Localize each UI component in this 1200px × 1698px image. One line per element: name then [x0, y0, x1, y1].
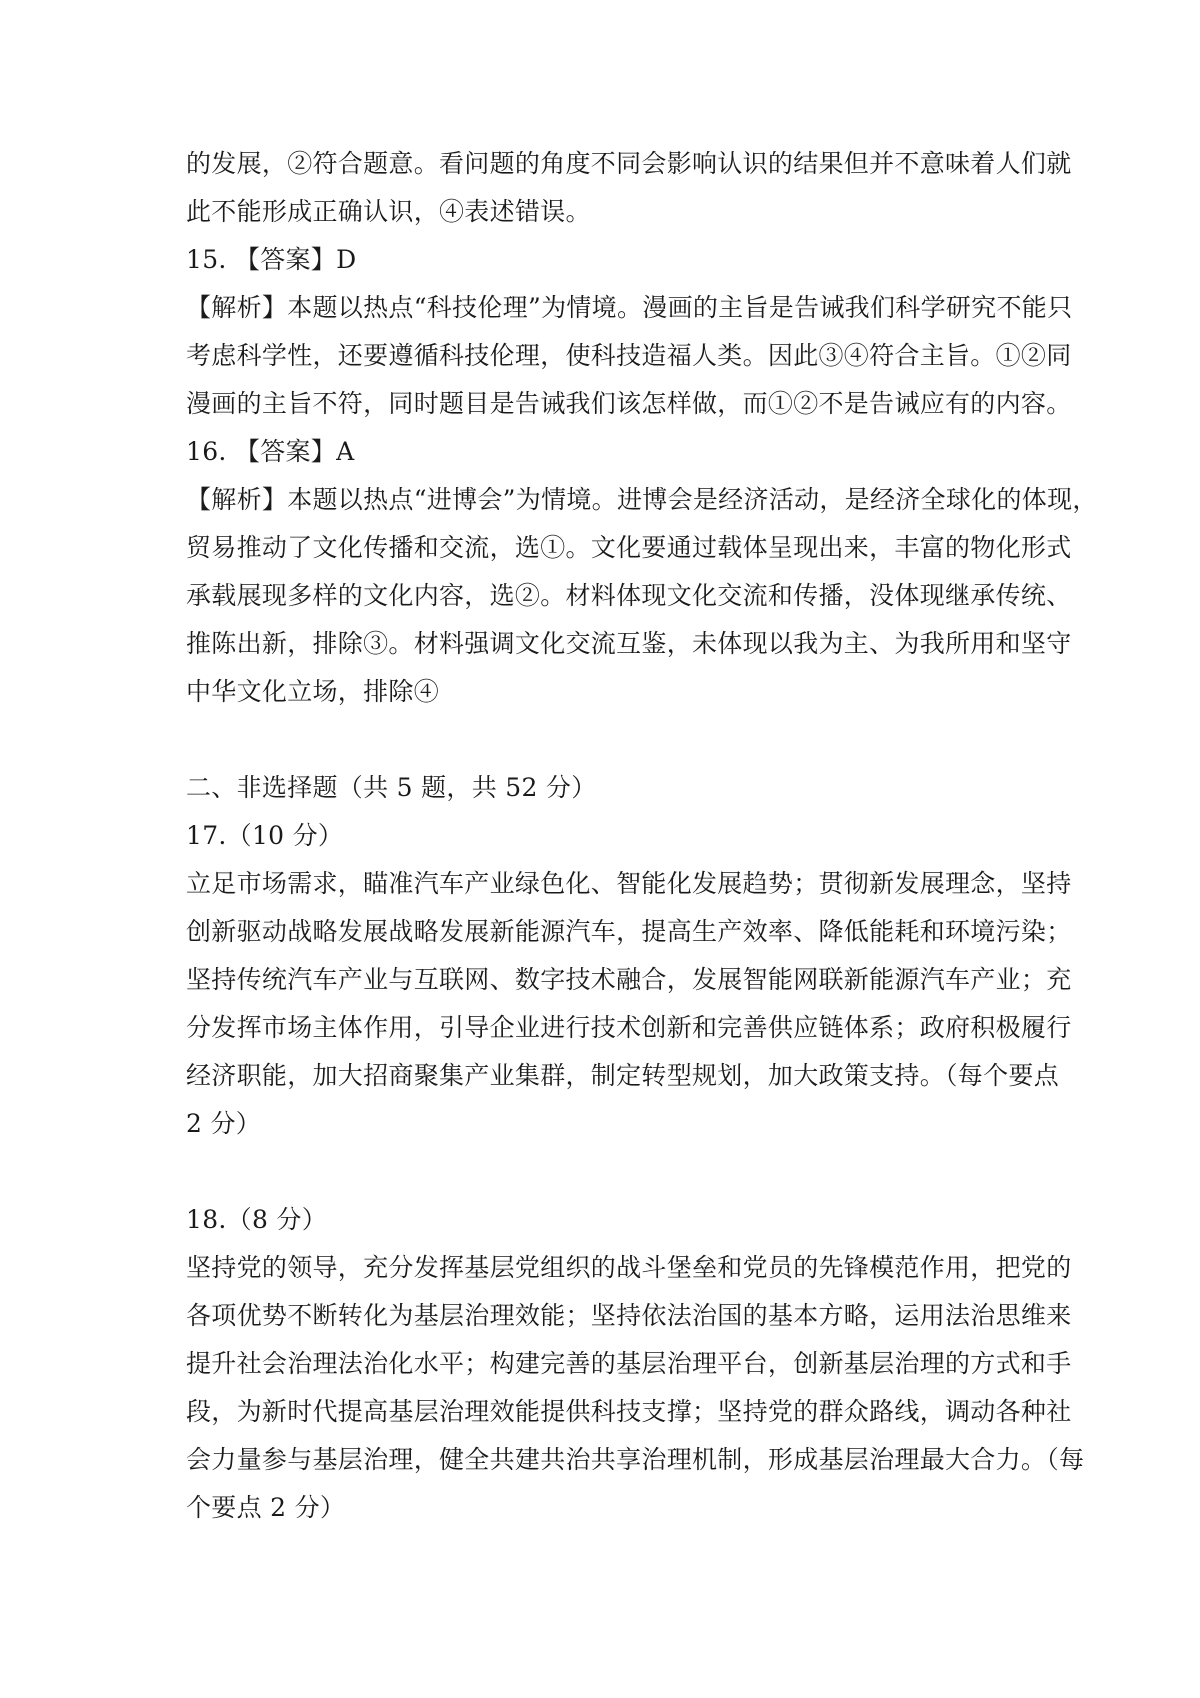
q18-line-6: 个要点 2 分） [186, 1493, 346, 1522]
q17-line-5: 经济职能，加大招商聚集产业集群，制定转型规划，加大政策支持。（每个要点 [186, 1061, 1060, 1090]
q16-analysis-line-3: 承载展现多样的文化内容，选②。材料体现文化交流和传播，没体现继承传统、 [186, 581, 1072, 610]
q17-header: 17.（10 分） [186, 821, 344, 850]
continuation-line-1: 的发展，②符合题意。看问题的角度不同会影响认识的结果但并不意味着人们就 [186, 149, 1072, 178]
section2-heading: 二、非选择题（共 5 题，共 52 分） [186, 773, 597, 802]
q16-analysis-line-4: 推陈出新，排除③。材料强调文化交流互鉴，未体现以我为主、为我所用和坚守 [186, 629, 1072, 658]
section-spacer [186, 716, 1024, 764]
q18-line-2: 各项优势不断转化为基层治理效能；坚持依法治国的基本方略，运用法治思维来 [186, 1301, 1072, 1330]
q18-line-5: 会力量参与基层治理，健全共建共治共享治理机制，形成基层治理最大合力。（每 [186, 1445, 1085, 1474]
q17-line-2: 创新驱动战略发展战略发展新能源汽车，提高生产效率、降低能耗和环境污染； [186, 917, 1072, 946]
q17-line-4: 分发挥市场主体作用，引导企业进行技术创新和完善供应链体系；政府积极履行 [186, 1013, 1072, 1042]
q18-line-3: 提升社会治理法治化水平；构建完善的基层治理平台，创新基层治理的方式和手 [186, 1349, 1072, 1378]
q16-analysis-line-1: 【解析】本题以热点“进博会”为情境。进博会是经济活动，是经济全球化的体现， [186, 485, 1098, 514]
q16-analysis-line-2: 贸易推动了文化传播和交流，选①。文化要通过载体呈现出来，丰富的物化形式 [186, 533, 1072, 562]
document-page [186, 140, 1098, 1532]
q15-answer: 15. 【答案】D [186, 245, 357, 274]
q16-analysis-line-5: 中华文化立场，排除④ [186, 677, 440, 706]
q16-answer: 16. 【答案】A [186, 437, 355, 466]
question-spacer [186, 1148, 1024, 1196]
q18-line-1: 坚持党的领导，充分发挥基层党组织的战斗堡垒和党员的先锋模范作用，把党的 [186, 1253, 1072, 1282]
q15-analysis-line-2: 考虑科学性，还要遵循科技伦理，使科技造福人类。因此③④符合主旨。①②同 [186, 341, 1072, 370]
q17-line-3: 坚持传统汽车产业与互联网、数字技术融合，发展智能网联新能源汽车产业；充 [186, 965, 1072, 994]
q18-header: 18.（8 分） [186, 1205, 328, 1234]
q15-analysis-line-3: 漫画的主旨不符，同时题目是告诫我们该怎样做，而①②不是告诫应有的内容。 [186, 389, 1072, 418]
q15-analysis-line-1: 【解析】本题以热点“科技伦理”为情境。漫画的主旨是告诫我们科学研究不能只 [186, 293, 1073, 322]
q18-line-4: 段，为新时代提高基层治理效能提供科技支撑；坚持党的群众路线，调动各种社 [186, 1397, 1072, 1426]
q17-line-1: 立足市场需求，瞄准汽车产业绿色化、智能化发展趋势；贯彻新发展理念，坚持 [186, 869, 1072, 898]
q17-line-6: 2 分） [186, 1109, 262, 1138]
continuation-line-2: 此不能形成正确认识，④表述错误。 [186, 197, 591, 226]
